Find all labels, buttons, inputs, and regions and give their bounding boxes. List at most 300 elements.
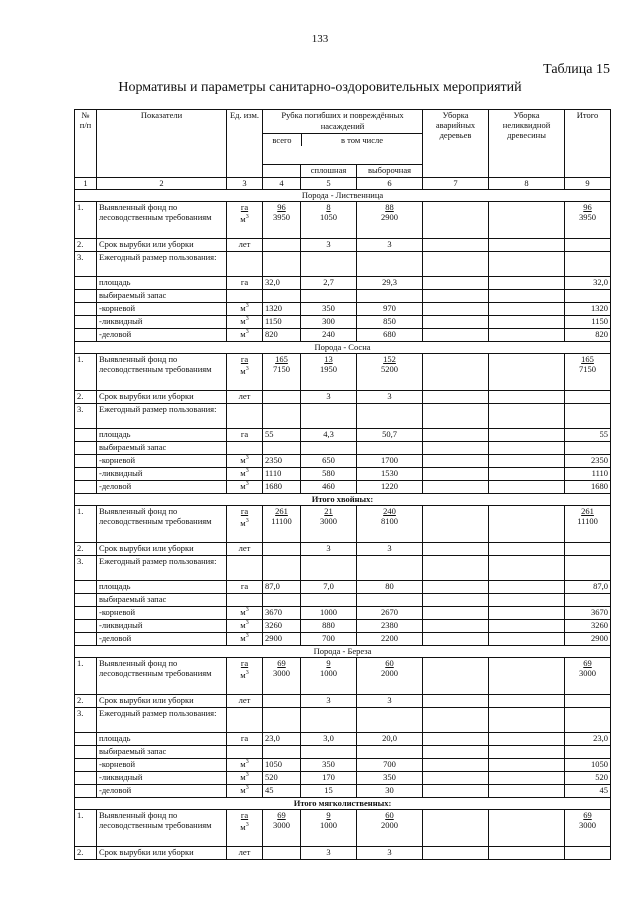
table-row [75, 481, 611, 494]
row-label: -ликвидный [97, 772, 227, 785]
row-unit: $м^3$ [227, 455, 263, 468]
value-solid: 300 [301, 316, 357, 329]
row-label: Выявленный фонд по лесоводственным требованиям [97, 810, 227, 847]
fraction-value: $\frac{9}{1000}$ [320, 810, 337, 830]
table-row [75, 772, 611, 785]
value-illiquid [489, 581, 565, 594]
norms-table [74, 109, 611, 860]
fraction-value: $\frac{152}{5200}$ [381, 354, 398, 374]
row-unit [227, 594, 263, 607]
unit-ha-m3: га $м^3$ [240, 354, 249, 376]
value-illiquid [489, 772, 565, 785]
header-selective: выборочная [357, 165, 423, 178]
value-sum [565, 239, 611, 252]
value-total [263, 354, 301, 391]
row-number [75, 316, 97, 329]
fraction-value: $\frac{69}{3000}$ [579, 658, 597, 678]
value-sum: 520 [565, 772, 611, 785]
table-cell [565, 708, 611, 733]
fraction-value: $\frac{21}{3000}$ [320, 506, 337, 526]
column-index: 2 [97, 178, 227, 190]
value-selective: 1220 [357, 481, 423, 494]
row-unit: $м^3$ [227, 785, 263, 798]
value-illiquid [489, 506, 565, 543]
table-cell [489, 556, 565, 581]
table-cell [301, 556, 357, 581]
value-emergency [423, 695, 489, 708]
value-sum: 1050 [565, 759, 611, 772]
row-number: 1. [75, 506, 97, 543]
row-label: Срок вырубки или уборки [97, 543, 227, 556]
value-total [263, 543, 301, 556]
row-label: Выявленный фонд по лесоводственным требованиям [97, 202, 227, 239]
table-cell [423, 594, 489, 607]
table-cell [263, 442, 301, 455]
row-label: площадь [97, 733, 227, 746]
section-header [75, 342, 611, 354]
header-solid: сплошная [301, 165, 357, 178]
row-number: 3. [75, 556, 97, 581]
value-selective: 29,3 [357, 277, 423, 290]
fraction-value: $\frac{60}{2000}$ [381, 658, 398, 678]
section-header [75, 646, 611, 658]
value-solid: 3 [301, 239, 357, 252]
row-number [75, 303, 97, 316]
header-illiquid: Уборка неликвидной древесины [489, 110, 565, 178]
value-sum: 55 [565, 429, 611, 442]
section-title: Порода - Сосна [75, 342, 611, 354]
row-number [75, 442, 97, 455]
section-title: Итого хвойных: [75, 494, 611, 506]
value-illiquid [489, 455, 565, 468]
value-total [263, 391, 301, 404]
value-sum [565, 658, 611, 695]
row-unit: $м^3$ [227, 303, 263, 316]
table-row [75, 429, 611, 442]
value-illiquid [489, 277, 565, 290]
row-number: 1. [75, 354, 97, 391]
value-selective: 30 [357, 785, 423, 798]
value-sum [565, 543, 611, 556]
page-title: Нормативы и параметры санитарно-оздоровительных мероприятий [118, 80, 522, 95]
fraction-value: $\frac{9}{1000}$ [320, 658, 337, 678]
table-row [75, 810, 611, 847]
row-label: Ежегодный размер пользования: [97, 556, 227, 581]
row-number [75, 594, 97, 607]
table-row [75, 733, 611, 746]
row-unit [227, 810, 263, 847]
table-cell [489, 290, 565, 303]
section-header [75, 798, 611, 810]
row-label: Выявленный фонд по лесоводственным требованиям [97, 354, 227, 391]
unit-ha-m3: га $м^3$ [240, 506, 249, 528]
value-solid: 700 [301, 633, 357, 646]
value-selective: 700 [357, 759, 423, 772]
table-cell [263, 708, 301, 733]
row-number [75, 290, 97, 303]
table-row [75, 556, 611, 581]
table-cell [423, 708, 489, 733]
row-number [75, 772, 97, 785]
value-sum: 23,0 [565, 733, 611, 746]
value-total: 32,0 [263, 277, 301, 290]
row-number: 3. [75, 252, 97, 277]
row-number [75, 633, 97, 646]
value-selective: 2200 [357, 633, 423, 646]
value-solid: 3 [301, 543, 357, 556]
table-cell [423, 252, 489, 277]
table-cell [423, 556, 489, 581]
value-emergency [423, 506, 489, 543]
value-emergency [423, 303, 489, 316]
value-illiquid [489, 847, 565, 860]
value-illiquid [489, 658, 565, 695]
value-emergency [423, 354, 489, 391]
row-number: 3. [75, 404, 97, 429]
value-emergency [423, 847, 489, 860]
header-sum: Итого [565, 110, 611, 178]
row-unit [227, 658, 263, 695]
value-selective [357, 202, 423, 239]
table-cell [357, 404, 423, 429]
value-selective: 2380 [357, 620, 423, 633]
value-selective: 350 [357, 772, 423, 785]
table-row [75, 404, 611, 429]
value-selective: 970 [357, 303, 423, 316]
table-cell [301, 404, 357, 429]
table-cell [227, 252, 263, 277]
value-sum [565, 202, 611, 239]
value-total: 1050 [263, 759, 301, 772]
row-number: 1. [75, 658, 97, 695]
column-index: 6 [357, 178, 423, 190]
table-row [75, 239, 611, 252]
value-sum: 1320 [565, 303, 611, 316]
value-illiquid [489, 481, 565, 494]
value-selective: 3 [357, 239, 423, 252]
header-total-blank [263, 165, 301, 178]
value-total: 2900 [263, 633, 301, 646]
table-cell [357, 290, 423, 303]
value-emergency [423, 620, 489, 633]
value-solid: 240 [301, 329, 357, 342]
table-cell [301, 746, 357, 759]
value-illiquid [489, 759, 565, 772]
value-solid: 350 [301, 303, 357, 316]
table-cell [227, 556, 263, 581]
value-selective [357, 354, 423, 391]
value-illiquid [489, 633, 565, 646]
value-solid: 650 [301, 455, 357, 468]
value-emergency [423, 316, 489, 329]
column-index: 4 [263, 178, 301, 190]
value-illiquid [489, 303, 565, 316]
table-row [75, 594, 611, 607]
table-row [75, 442, 611, 455]
value-emergency [423, 543, 489, 556]
row-number: 2. [75, 391, 97, 404]
table-row [75, 581, 611, 594]
column-index: 5 [301, 178, 357, 190]
value-selective [357, 810, 423, 847]
row-number [75, 746, 97, 759]
fraction-value: $\frac{261}{11100}$ [577, 506, 598, 526]
value-total: 3260 [263, 620, 301, 633]
value-total: 45 [263, 785, 301, 798]
row-unit: лет [227, 239, 263, 252]
table-cell [565, 594, 611, 607]
row-unit: лет [227, 391, 263, 404]
table-cell [357, 442, 423, 455]
header-incl: в том числе [341, 135, 383, 145]
table-cell [357, 252, 423, 277]
value-sum [565, 391, 611, 404]
value-emergency [423, 277, 489, 290]
row-number: 2. [75, 695, 97, 708]
table-cell [227, 708, 263, 733]
value-illiquid [489, 429, 565, 442]
table-row [75, 506, 611, 543]
column-index: 9 [565, 178, 611, 190]
row-label: Срок вырубки или уборки [97, 239, 227, 252]
fraction-value: $\frac{96}{3950}$ [579, 202, 597, 222]
row-label: -корневой [97, 303, 227, 316]
value-selective [357, 658, 423, 695]
row-label: -ликвидный [97, 620, 227, 633]
table-cell [263, 252, 301, 277]
row-unit: $м^3$ [227, 633, 263, 646]
table-row [75, 658, 611, 695]
value-solid: 460 [301, 481, 357, 494]
value-selective: 850 [357, 316, 423, 329]
value-illiquid [489, 607, 565, 620]
fraction-value: $\frac{60}{2000}$ [381, 810, 398, 830]
column-index: 8 [489, 178, 565, 190]
row-label: -деловой [97, 329, 227, 342]
row-label: выбираемый запас [97, 594, 227, 607]
table-cell [301, 442, 357, 455]
value-total: 1320 [263, 303, 301, 316]
row-label: Выявленный фонд по лесоводственным требованиям [97, 658, 227, 695]
table-cell [227, 404, 263, 429]
value-sum: 3670 [565, 607, 611, 620]
fraction-value: $\frac{165}{7150}$ [579, 354, 597, 374]
table-row [75, 543, 611, 556]
row-number [75, 468, 97, 481]
row-label: -ликвидный [97, 316, 227, 329]
value-total: 1110 [263, 468, 301, 481]
value-selective: 3 [357, 391, 423, 404]
row-unit [227, 746, 263, 759]
header-indicators: Показатели [97, 110, 227, 178]
row-unit: га [227, 581, 263, 594]
table-cell [423, 746, 489, 759]
value-selective: 3 [357, 695, 423, 708]
value-sum: 45 [565, 785, 611, 798]
row-number: 2. [75, 239, 97, 252]
table-cell [565, 556, 611, 581]
row-unit [227, 442, 263, 455]
value-sum: 2350 [565, 455, 611, 468]
value-total: 2350 [263, 455, 301, 468]
unit-ha-m3: га $м^3$ [240, 810, 249, 832]
table-label: Таблица 15 [543, 62, 610, 77]
row-number [75, 581, 97, 594]
table-cell [565, 290, 611, 303]
unit-ha-m3: га $м^3$ [240, 202, 249, 224]
unit-ha-m3: га $м^3$ [240, 658, 249, 680]
table-row [75, 847, 611, 860]
table-cell [565, 746, 611, 759]
table-row [75, 620, 611, 633]
row-unit [227, 290, 263, 303]
value-emergency [423, 658, 489, 695]
value-selective: 50,7 [357, 429, 423, 442]
table-cell [489, 252, 565, 277]
row-label: Ежегодный размер пользования: [97, 404, 227, 429]
fraction-value: $\frac{69}{3000}$ [273, 658, 290, 678]
value-solid: 2,7 [301, 277, 357, 290]
page-number: 133 [311, 33, 329, 45]
row-label: Срок вырубки или уборки [97, 847, 227, 860]
value-sum [565, 695, 611, 708]
row-unit: $м^3$ [227, 620, 263, 633]
section-title: Итого мягколиственных: [75, 798, 611, 810]
value-total: 820 [263, 329, 301, 342]
header-number: № п/п [75, 110, 97, 178]
table-row [75, 759, 611, 772]
row-unit: $м^3$ [227, 329, 263, 342]
header-total: всего [263, 134, 302, 146]
value-emergency [423, 772, 489, 785]
table-cell [423, 442, 489, 455]
column-index: 7 [423, 178, 489, 190]
value-selective: 2670 [357, 607, 423, 620]
value-emergency [423, 607, 489, 620]
table-cell [301, 594, 357, 607]
row-unit: лет [227, 695, 263, 708]
header-unit: Ед. изм. [227, 110, 263, 178]
value-illiquid [489, 785, 565, 798]
column-index: 3 [227, 178, 263, 190]
row-unit [227, 202, 263, 239]
table-row [75, 708, 611, 733]
value-sum: 1110 [565, 468, 611, 481]
table-row [75, 354, 611, 391]
header-emergency: Уборка аварийных деревьев [423, 110, 489, 178]
table-cell [263, 746, 301, 759]
fraction-value: $\frac{88}{2900}$ [381, 202, 398, 222]
value-solid: 170 [301, 772, 357, 785]
row-label: -корневой [97, 759, 227, 772]
table-cell [489, 404, 565, 429]
fraction-value: $\frac{69}{3000}$ [579, 810, 597, 830]
value-selective [357, 506, 423, 543]
value-emergency [423, 785, 489, 798]
value-total [263, 810, 301, 847]
row-number [75, 785, 97, 798]
row-number [75, 733, 97, 746]
value-emergency [423, 633, 489, 646]
value-sum: 820 [565, 329, 611, 342]
table-cell [565, 252, 611, 277]
table-row [75, 607, 611, 620]
table-cell [301, 290, 357, 303]
value-sum [565, 847, 611, 860]
value-solid [301, 354, 357, 391]
fraction-value: $\frac{8}{1050}$ [320, 202, 337, 222]
value-total: 87,0 [263, 581, 301, 594]
table-cell [263, 556, 301, 581]
value-selective: 680 [357, 329, 423, 342]
row-number [75, 277, 97, 290]
value-illiquid [489, 695, 565, 708]
value-emergency [423, 810, 489, 847]
value-solid [301, 202, 357, 239]
section-title: Порода - Лиственница [75, 190, 611, 202]
table-row [75, 455, 611, 468]
value-total [263, 658, 301, 695]
value-sum: 1680 [565, 481, 611, 494]
value-selective: 80 [357, 581, 423, 594]
row-label: Срок вырубки или уборки [97, 695, 227, 708]
row-number [75, 620, 97, 633]
table-row [75, 633, 611, 646]
value-total: 1680 [263, 481, 301, 494]
value-total [263, 506, 301, 543]
fraction-value: $\frac{240}{8100}$ [381, 506, 398, 526]
table-cell [565, 404, 611, 429]
value-solid: 580 [301, 468, 357, 481]
section-title: Порода - Береза [75, 646, 611, 658]
row-number: 2. [75, 847, 97, 860]
value-emergency [423, 581, 489, 594]
value-solid: 3,0 [301, 733, 357, 746]
table-row [75, 290, 611, 303]
value-sum: 87,0 [565, 581, 611, 594]
row-label: -деловой [97, 785, 227, 798]
row-number [75, 429, 97, 442]
table-row [75, 202, 611, 239]
table-row [75, 468, 611, 481]
row-unit: $м^3$ [227, 772, 263, 785]
row-unit: га [227, 733, 263, 746]
value-emergency [423, 429, 489, 442]
value-total: 1150 [263, 316, 301, 329]
table-cell [263, 404, 301, 429]
value-emergency [423, 468, 489, 481]
value-selective: 20,0 [357, 733, 423, 746]
value-illiquid [489, 468, 565, 481]
value-solid [301, 658, 357, 695]
value-emergency [423, 239, 489, 252]
value-total [263, 202, 301, 239]
value-selective: 3 [357, 847, 423, 860]
value-sum [565, 354, 611, 391]
table-cell [423, 290, 489, 303]
value-sum: 1150 [565, 316, 611, 329]
row-label: выбираемый запас [97, 290, 227, 303]
value-illiquid [489, 391, 565, 404]
value-total: 23,0 [263, 733, 301, 746]
row-number [75, 455, 97, 468]
value-solid: 7,0 [301, 581, 357, 594]
value-sum [565, 506, 611, 543]
row-number: 1. [75, 202, 97, 239]
value-emergency [423, 455, 489, 468]
value-illiquid [489, 239, 565, 252]
value-illiquid [489, 543, 565, 556]
